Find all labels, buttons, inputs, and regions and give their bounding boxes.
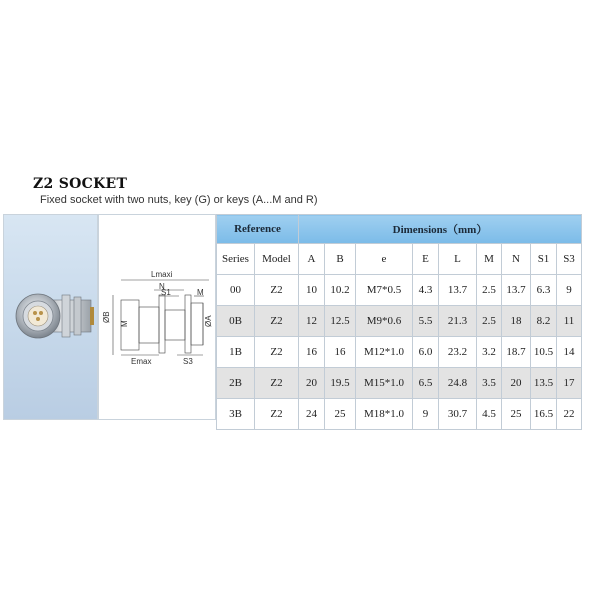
group-header-row [217,215,582,244]
table-cell: 23.2 [439,337,477,368]
table-cell: 13.7 [502,275,531,306]
table-cell: 10.5 [531,337,557,368]
col-s3: S3 [557,244,582,275]
table-row [217,306,582,337]
table-cell: 14 [557,337,582,368]
table-cell: 2.5 [477,275,502,306]
table-cell: 18.7 [502,337,531,368]
table-cell: M15*1.0 [356,368,413,399]
label-emax: Emax [131,357,152,366]
col-b: B [325,244,356,275]
col-e: e [356,244,413,275]
table-cell: 13.5 [531,368,557,399]
table-cell: 3B [217,399,255,430]
table-cell: M9*0.6 [356,306,413,337]
table-cell: Z2 [255,399,299,430]
col-s1: S1 [531,244,557,275]
page-subtitle: Fixed socket with two nuts, key (G) or keys (A...M and R) [40,194,318,206]
col-e-upper: E [413,244,439,275]
product-photo [3,214,98,420]
table-cell: 4.3 [413,275,439,306]
table-cell: 10 [299,275,325,306]
column-header-row [217,244,582,275]
table-row [217,368,582,399]
table-cell: 24 [299,399,325,430]
table-cell: 6.3 [531,275,557,306]
table-cell: M18*1.0 [356,399,413,430]
table-cell: 19.5 [325,368,356,399]
table-cell: 18 [502,306,531,337]
col-model: Model [255,244,299,275]
table-cell: 13.7 [439,275,477,306]
table-cell: 00 [217,275,255,306]
table-cell: 4.5 [477,399,502,430]
table-cell: 3.5 [477,368,502,399]
table-cell: 11 [557,306,582,337]
table-cell: 5.5 [413,306,439,337]
table-cell: 6.0 [413,337,439,368]
label-phi-b: ØB [102,311,111,323]
table-cell: 24.8 [439,368,477,399]
table-cell: 2B [217,368,255,399]
table-cell: 21.3 [439,306,477,337]
table-cell: M12*1.0 [356,337,413,368]
table-cell: Z2 [255,306,299,337]
table-cell: 8.2 [531,306,557,337]
col-m: M [477,244,502,275]
table-cell: 16.5 [531,399,557,430]
table-cell: 6.5 [413,368,439,399]
table-cell: 0B [217,306,255,337]
table-cell: 12.5 [325,306,356,337]
table-cell: 16 [299,337,325,368]
reference-header: Reference [217,215,299,244]
table-cell: 12 [299,306,325,337]
label-phi-a: ØA [204,315,213,327]
table-cell: 25 [325,399,356,430]
table-cell: 20 [502,368,531,399]
technical-drawing [98,214,216,420]
dimensions-table [216,214,582,430]
table-row [217,275,582,306]
table-cell: Z2 [255,337,299,368]
label-m: M [197,288,204,297]
col-l: L [439,244,477,275]
table-cell: 10.2 [325,275,356,306]
table-cell: 9 [557,275,582,306]
label-lmax: Lmaxi [151,270,173,279]
table-cell: 30.7 [439,399,477,430]
col-a: A [299,244,325,275]
table-row [217,399,582,430]
table-cell: Z2 [255,368,299,399]
label-n: N [159,282,165,291]
table-cell: 3.2 [477,337,502,368]
table-cell: 9 [413,399,439,430]
label-w: M [120,320,129,327]
dimensions-header: Dimensions（mm） [299,215,582,244]
table-row [217,337,582,368]
table-cell: Z2 [255,275,299,306]
label-s3: S3 [183,357,193,366]
table-cell: 17 [557,368,582,399]
table-cell: 16 [325,337,356,368]
table-cell: M7*0.5 [356,275,413,306]
col-series: Series [217,244,255,275]
table-cell: 1B [217,337,255,368]
page-title: Z2 SOCKET [33,176,128,192]
table-cell: 2.5 [477,306,502,337]
col-n: N [502,244,531,275]
table-cell: 20 [299,368,325,399]
table-cell: 25 [502,399,531,430]
label-s1: S1 [161,288,171,297]
table-cell: 22 [557,399,582,430]
